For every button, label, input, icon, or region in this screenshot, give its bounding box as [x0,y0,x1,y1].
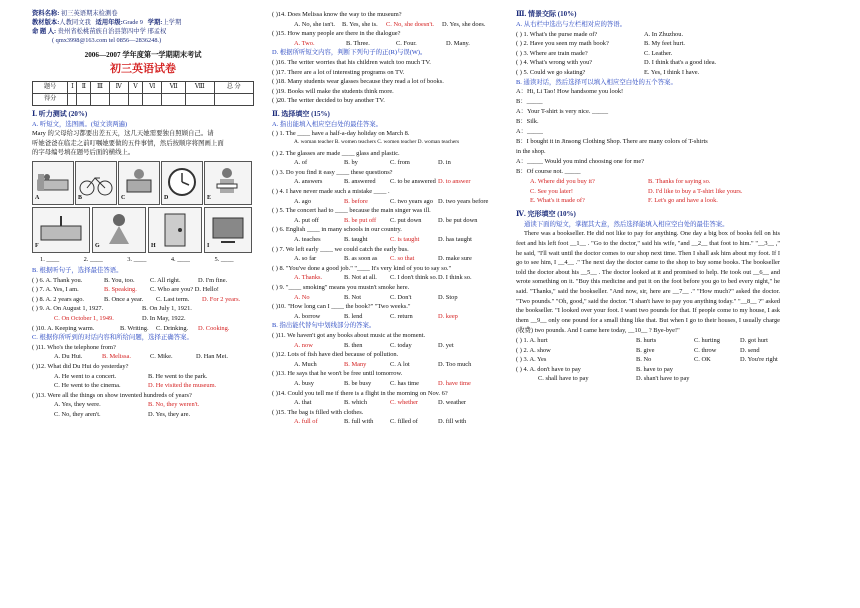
question-option[interactable]: D. in [438,159,451,167]
section-4-title: Ⅳ. 完形填空 (10%) [516,209,576,218]
question-options [32,352,254,362]
answer-blanks-row [32,255,254,264]
middle-column [272,10,500,427]
question-row [32,295,254,305]
cloze-option-row [516,355,780,365]
question-option[interactable]: B. before [344,197,368,205]
question-option[interactable]: A. Two. [294,39,315,47]
question-option[interactable]: B. Many [344,360,367,368]
dialog-options [516,177,780,206]
question-options [272,273,500,283]
true-false-item[interactable]: ( )19. Books will make the students think more. [272,87,394,95]
dialog-option[interactable]: D. I'd like to buy a T-shirt like yours. [648,187,743,195]
cloze-option[interactable]: ( ) 1. A. hurt [516,337,548,345]
grade-value: Grade 9 [122,18,143,26]
question-option[interactable]: B. by [344,159,358,167]
question-option[interactable]: C. Don't [390,293,412,301]
question-option[interactable]: A. borrow [294,312,321,320]
dialog-option-row [516,177,780,187]
cloze-option-row [516,346,780,356]
section-c-title: C. 根据你所听到的对话内容和所给问题，选择正确答案。 [32,334,193,342]
score-header-cell: 题号 [33,81,68,93]
true-false-item[interactable]: ( )20. The writer decided to buy another TV. [272,97,385,105]
score-header-cell: Ⅶ [162,81,186,93]
dialog-line: B：Of course not. _____ [516,168,581,176]
score-cell [186,93,214,105]
television-icon [205,208,251,252]
matching-row [516,58,780,68]
question-options [272,39,500,49]
picture-label: H [151,243,156,250]
question-option[interactable]: C. Last term. [156,295,190,303]
question-options [272,158,500,168]
question-stem: ( ) 5. The concert had to ____ because the main singer was ill. [272,207,431,215]
section-3-title: Ⅲ. 情景交际 (10%) [516,10,577,18]
question-option[interactable]: C. He went to the cinema. [54,382,121,390]
question-option[interactable]: B. then [344,341,363,349]
question-option[interactable]: C. I don't think so. [390,274,438,282]
question-options [272,341,500,351]
matching-right: B. My feet hurt. [644,40,685,48]
section-a-title: A. 听短文，选图画。(短文读两遍) [32,120,128,128]
question-option[interactable]: C. No, they aren't. [54,410,101,418]
question-options [272,360,500,370]
cloze-option[interactable]: B. give [636,346,655,354]
question-option[interactable]: B. as soon as [344,255,378,263]
question-option[interactable]: D. has taught [438,236,472,243]
cloze-options [516,336,780,384]
picture-a [32,161,74,205]
question-option[interactable]: D. Stop [438,293,458,301]
score-cell [77,93,91,105]
question-option[interactable]: D. weather [438,399,467,407]
matching-left[interactable]: ( ) 5. Could we go skating? [516,68,586,76]
question-options [272,398,500,408]
question-option[interactable]: D. have time [438,379,471,387]
dialog-option-row [516,187,780,197]
question-stem: ( )13. He says that he won't be free until tomorrow. [272,370,403,378]
question-options [272,20,500,30]
dialog-option[interactable]: B. Thanks for saying so. [648,178,711,186]
question-option[interactable]: B. lend [344,312,363,320]
question-option[interactable]: D. I'm fine. [198,276,228,284]
synonym-choice-list [272,331,500,427]
question-option[interactable]: D. Too much [438,360,472,368]
question-option[interactable]: A. of [294,159,308,167]
matching-row [516,49,780,59]
book-info-line [32,19,254,28]
answer-blank[interactable]: 3. ____ [127,255,147,263]
score-table-score-row [33,93,254,105]
score-cell [68,93,77,105]
section-a3-title: A. 从右栏中选出与左栏相对应的答语。 [516,20,627,28]
question-options [272,177,500,187]
matching-left[interactable]: ( ) 4. What's wrong with you? [516,59,593,67]
cloze-option[interactable]: ( ) 2. A. show [516,346,551,354]
question-row [32,304,254,314]
dialog-line: A：_____ [516,128,543,136]
question-option[interactable]: C. two years ago [390,197,433,205]
score-cell [162,93,186,105]
picture-label: D [164,195,169,202]
picture-i [204,207,252,253]
question-option[interactable]: A. put off [294,216,319,224]
true-false-item[interactable]: ( )17. There are a lot of interesting programs on TV. [272,68,405,76]
question-stem: ( ) 6. English ____ in many schools in our country. [272,226,402,234]
true-false-item[interactable]: ( )18. Many students wear glasses because they read a lot of books. [272,78,444,86]
section-b2-title: B. 指出能代替句中划线部分的答案。 [272,322,376,330]
question-option[interactable]: D. I think so. [438,274,472,282]
instruction-line: 听她爸爸在临走之前叮嘱她要做的五件事情，然后按顺序将图画上面 [32,139,224,147]
score-cell [109,93,128,105]
dialog-option[interactable]: C. See you later! [530,187,573,195]
picture-label: A [35,195,40,202]
picture-label: I [207,243,210,250]
question-option[interactable]: D. be put down [438,216,478,224]
score-header-cell: Ⅷ [186,81,214,93]
question-option[interactable]: B. answered [344,178,376,186]
term-key: 学期: [147,18,163,26]
instruction-line: Mary 的父母给习都要出差五天，这几天她需要独自照顾自己。请 [32,130,214,138]
dialog-option[interactable]: E. What's it made of? [530,197,585,205]
cloze-option-row [516,374,780,384]
question-option[interactable]: B. Not [344,293,362,301]
section-4-intro: 通读下面的短文，掌握其大意，然后选择能填入相应空白处的最佳答案。 [524,220,729,228]
question-options [32,372,254,382]
question-option[interactable]: C. has time [390,379,419,387]
answer-blank[interactable]: 5. ____ [214,255,234,263]
dialog-option-row [516,196,780,206]
question-option[interactable]: D. keep [438,312,458,320]
question-options [272,293,500,303]
question-option[interactable]: D. Many. [446,39,470,47]
score-header-cell: Ⅴ [128,81,142,93]
matching-left[interactable]: ( ) 1. What's the purse made of? [516,30,598,38]
section-a2-title: A. 指出能填入相应空白处的最佳答案。 [272,120,383,128]
matching-right: C. Leather. [644,49,673,57]
picture-c [118,161,160,205]
score-header-cell: 总 分 [214,81,254,93]
question-option[interactable]: ( ) 6. A. Thank you. [32,276,83,284]
question-row [32,314,254,324]
picture-g [92,207,146,253]
question-row [32,276,254,286]
question-stem: ( )15. The bag is filled with clothes. [272,408,364,416]
question-stem: ( ) 1. The ____ have a half-a-day holiday on March 8. [272,130,410,138]
question-stem: ( )12. Lots of fish have died because of pollution. [272,351,399,359]
question-option[interactable]: C. Who are you? D. Hello! [150,286,219,294]
score-header-cell: Ⅱ [77,81,91,93]
matching-right: A. In Zhuzhou. [644,30,684,38]
dialog-lines [516,87,780,177]
cloze-option[interactable]: C. OK [694,356,711,364]
dialog-line: B：I bought it in Jinsong Clothing Shop. There are many colors of T-shirts [516,138,708,146]
question-option[interactable]: C. On October 1, 1949. [54,314,114,322]
cloze-option[interactable]: B. hurts [636,337,657,345]
question-option[interactable]: B. Melissa. [102,353,131,361]
question-option[interactable]: B. Speaking. [104,286,137,294]
cloze-option[interactable]: C. shall have to pay [538,375,589,383]
contact-info: ( qmx3998@163.com tel 0856—2836248.) [52,36,162,44]
question-option[interactable]: B. No, they weren't. [148,401,200,409]
question-option[interactable]: C. from [390,159,410,167]
picture-label: G [95,243,100,250]
question-option[interactable]: B. Once a year. [104,295,144,303]
question-option[interactable]: A. Thanks. [294,274,323,282]
question-options [272,417,500,427]
score-table-header-row [33,81,254,93]
cloze-option[interactable]: ( ) 3. A. Yes [516,356,547,364]
book-key: 教材版本: [32,18,60,26]
cloze-passage: There was a bookseller. He did not like to pay for anything. One day a big box of books fell on his feet and his left foot __1__ . "Go to the doctor," said his wife, "and __2__ that foot to him." "__3__ ," he said, "I'll wait until the doctor comes to our shop next time. Then I shall ask him about my foot. If I go to see him, I __4__ ." The next day the doctor came to the shop to buy some books. The bookseller told the doctor about his __5__ . The doctor looked at it and promised to help. He took out __6__ and wrote something on it. "Buy this medicine and put it on the foot before you go to bed every night," he said. "Thanks," said the bookseller. "And now, sir, here are __7__ ." "How much?" asked the doctor. "Two pounds." "Oh, good," said the doctor. "I shan't have to pay you anything today." "__8__ ?" asked the bookseller. "I looked over your foot. I want two pounds for that. If people come to my house, I ask them __9__ only one pound for a small thing like that. But when I go to their houses, I usually charge (收费) two pounds. And I came here today, __10__ ? Bye-bye!" [516,230,780,334]
multiple-choice-list [272,149,500,322]
picture-grid [32,161,254,253]
score-header-cell: Ⅲ [91,81,109,93]
question-option[interactable]: C. put down [390,216,422,224]
question-option[interactable]: A. teaches [294,236,321,243]
question-stem: ( )15. How many people are there in the dialogue? [272,30,401,38]
question-option[interactable]: C. filled of [390,418,418,426]
question-stem: ( )13. Were all the things on show invented hundreds of years? [32,391,192,399]
matching-right: E. Yes, I think I have. [644,68,700,76]
dialog-line: B：_____ [516,98,543,106]
question-option[interactable]: D. In May, 1922. [142,314,186,322]
question-options [272,216,500,226]
score-cell [214,93,254,105]
picture-h [148,207,202,253]
question-option[interactable]: A. answers [294,178,323,186]
question-option[interactable]: B. be put off [344,216,377,224]
question-option[interactable]: D. Cooking. [198,324,230,332]
question-stem: ( )11. We haven't got any books about music at the moment. [272,331,426,339]
question-options [32,381,254,391]
score-table [32,81,254,106]
question-options [32,400,254,410]
question-option[interactable]: C. Mike. [150,353,173,361]
question-option[interactable]: C. so that [390,255,415,263]
score-header-cell: Ⅳ [109,81,128,93]
picture-label: C [121,195,126,202]
cloze-option[interactable]: B. have to pay [636,365,673,373]
question-option[interactable]: B. On July 1, 1921. [142,305,192,313]
question-option[interactable]: A. Yes, they were. [54,401,101,409]
question-stem: ( ) 2. The glasses are made ____ glass and plastic. [272,149,400,157]
question-options [272,235,500,245]
question-option[interactable]: B. He went to the park. [148,372,208,380]
question-option[interactable]: C. today [390,341,412,349]
matching-left[interactable]: ( ) 2. Have you seen my math book? [516,40,609,48]
question-option[interactable]: D. fill with [438,418,467,426]
dialog-line: in the shop. [516,148,546,156]
cloze-option[interactable]: C. throw [694,346,717,354]
score-cell [91,93,109,105]
question-option[interactable]: B. which [344,399,368,407]
dialog-line: B：Silk. [516,118,539,126]
question-stem: ( )14. Could you tell me if there is a flight in the morning on Nov. 6? [272,389,448,397]
sink-icon [33,208,89,252]
material-name-value: 初三英语期末检测卷 [60,10,118,17]
question-option[interactable]: C. All right. [150,276,181,284]
picture-b [75,161,117,205]
dialog-option[interactable]: A. Where did you buy it? [530,178,595,186]
question-option[interactable]: A. Du Hui. [54,353,83,361]
question-option[interactable]: A. No [294,293,310,301]
section-2-title: Ⅱ. 选择填空 (15%) [272,109,330,118]
matching-right: D. I think that's a good idea. [644,59,717,67]
question-stem: ( )14. Does Melissa know the way to the museum? [272,11,402,18]
dialog-line: A：_____ Would you mind choosing one for me? [516,158,645,166]
question-option[interactable]: B. taught [344,236,368,243]
score-cell [128,93,142,105]
cloze-option[interactable]: C. hurting [694,337,720,345]
question-option[interactable]: D. Yes, they are. [148,410,191,418]
question-options [272,312,500,322]
question-option[interactable]: C. whether [390,399,419,407]
cloze-option-row [516,336,780,346]
score-header-cell: Ⅵ [143,81,162,93]
question-stem: ( )11. Who's the telephone from? [32,343,116,351]
question-row [32,324,254,334]
right-column [516,10,780,384]
question-option[interactable]: ( ) 9. A. On August 1, 1927. [32,305,104,313]
instruction-line: 的字母编号填在题号后面的横线上。 [32,149,135,157]
section-1-title: Ⅰ. 听力测试 (20%) [32,109,88,118]
question-option[interactable]: A. so far [294,255,317,263]
dialog-line: A：Hi, Li Tao! How handsome you look! [516,88,624,96]
score-label-cell: 得分 [33,93,68,105]
question-option[interactable]: D. yet [438,341,454,349]
door-lock-icon [149,208,201,252]
question-option[interactable]: D. He visited the museum. [148,382,217,390]
dialog-option[interactable]: F. Let's go and have a look. [648,197,718,205]
picture-e [204,161,252,205]
matching-row [516,30,780,40]
question-option[interactable]: C. Drinking. [156,324,189,332]
question-option[interactable]: D. make sure [438,255,472,263]
answer-blank[interactable]: 4. ____ [170,255,190,263]
question-stem: ( ) 4. I have never made such a mistake ____ . [272,188,390,196]
answer-blank[interactable]: 1. ____ [40,255,60,263]
true-false-item[interactable]: ( )16. The writer worries that his children watch too much TV. [272,58,431,66]
question-option[interactable]: B. be busy [344,379,372,387]
term-value: 上学期 [162,18,182,26]
question-option[interactable]: A. Much [294,360,317,368]
dialog-line: A：Your T-shirt is very nice. _____ [516,108,609,116]
score-cell [143,93,162,105]
cloze-option[interactable]: D. You're right [740,356,778,364]
matching-list [516,30,780,78]
question-option[interactable]: A. that [294,399,312,407]
question-stem: ( ) 9. "____ smoking" means you mustn't smoke here. [272,283,410,291]
question-option[interactable]: ( ) 8. A. 2 years ago. [32,295,84,303]
question-option[interactable]: A. ago [294,197,312,205]
left-column [32,10,254,419]
question-stem: ( ) 8. "You've done a good job." "____ It's very kind of you to say so." [272,264,452,272]
picture-label: F [35,243,39,250]
cloze-option-row [516,365,780,375]
score-header-cell: Ⅰ [68,81,77,93]
question-option[interactable]: B. Yes, she is. [342,20,378,28]
cloze-option[interactable]: D. shan't have to pay [636,375,690,383]
cloze-option[interactable]: B. No [636,356,652,364]
question-option[interactable]: D. two years before [438,197,489,205]
section-d-title: D. 根据所听短文内容，判断下列句子的正(R)与误(W)。 [272,49,427,57]
author-line [32,28,254,37]
cloze-option[interactable]: D. send [740,346,760,354]
question-option[interactable]: A. He went to a concert. [54,372,117,380]
material-name-key: 资料名称: [32,10,60,17]
question-stem: ( )12. What did Du Hui do yesterday? [32,362,129,370]
question-stem: ( ) 3. Do you find it easy ____ these questions? [272,168,393,176]
question-option[interactable]: A. busy [294,379,314,387]
exam-year: 2006—2007 学年度第一学期期末考试 [84,50,202,59]
question-option[interactable]: B. Not at all. [344,274,377,282]
exam-title: 初三英语试卷 [110,62,176,75]
question-options [272,379,500,389]
question-option[interactable]: B. Writing. [120,324,149,332]
question-option[interactable]: ( )10. A. Keeping warm. [32,324,95,332]
cloze-option[interactable]: D. got hurt [740,337,768,345]
question-option[interactable]: A. now [294,341,313,349]
author-key: 命 题 人: [32,27,57,35]
person-reading-icon [205,162,251,204]
picture-label: B [78,195,83,202]
picture-label: E [207,195,212,202]
question-option[interactable]: D. For 2 years. [202,295,241,303]
picture-f [32,207,90,253]
question-row [32,285,254,295]
question-option[interactable]: C. is taught [390,236,420,243]
author-value: 贵州省松桃苗族自治县第四中学 邢孟权 [57,27,167,35]
picture-d [161,161,203,205]
question-option[interactable]: D. to answer [438,178,471,186]
section-b3-title: B. 通读对话，然后选择可以填入相应空白处的五个答案。 [516,78,677,86]
question-options [272,197,500,207]
question-option[interactable]: D. Han Mei. [196,353,228,361]
girl-icon [93,208,145,252]
question-option[interactable]: C. A lot [390,360,410,368]
question-option[interactable]: A. No, she isn't. [294,20,335,28]
question-option[interactable]: C. Four. [396,39,417,47]
question-option[interactable]: B. Three. [346,39,370,47]
book-value: 人教同文我 [59,18,91,26]
answer-blank[interactable]: 2. ____ [83,255,103,263]
question-option[interactable]: C. to be answered [390,178,436,186]
question-options [272,254,500,264]
matching-left[interactable]: ( ) 3. Where are train made? [516,49,588,57]
cloze-option[interactable]: ( ) 4. A. don't have to pay [516,365,581,373]
question-options[interactable]: A. woman teacher B. women teachers C. women teacher D. woman teachers [294,139,460,146]
question-option[interactable]: B. full with [344,418,374,426]
section-b-title: B. 根据听句子，选择最佳答语。 [32,266,123,274]
question-option[interactable]: B. You, too. [104,276,135,284]
question-option[interactable]: C. return [390,312,413,320]
question-options [32,410,254,420]
question-option[interactable]: D. Yes, she does. [442,20,486,28]
question-stem: ( ) 7. We left early ____ we could catch the early bus. [272,245,409,253]
question-option[interactable]: A. full of [294,418,318,426]
question-option[interactable]: ( ) 7. A. Yes, I am. [32,286,79,294]
question-stem: ( )10. "How long can I ____ the book?" "Two weeks." [272,303,411,311]
question-option[interactable]: C. No, she doesn't. [386,20,435,28]
grade-key: 适用年级: [95,18,123,26]
matching-row [516,68,780,78]
matching-row [516,39,780,49]
material-name-line [32,10,254,19]
